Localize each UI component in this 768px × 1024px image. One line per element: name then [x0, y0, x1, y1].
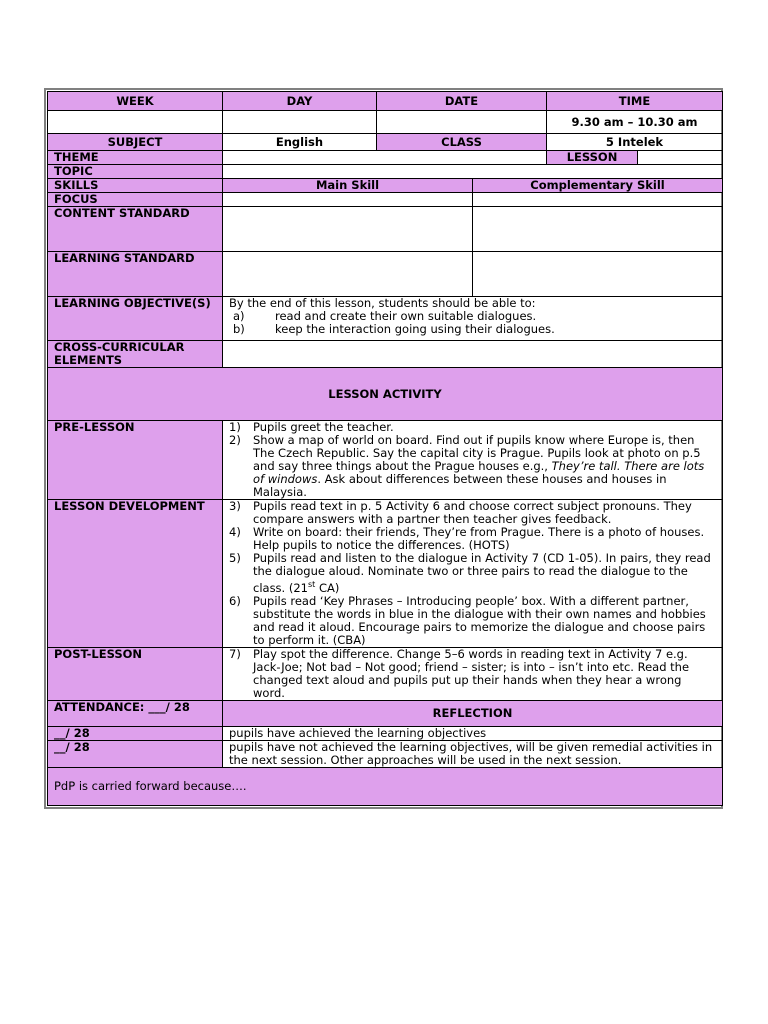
activity-number: 7) [229, 646, 241, 661]
focus-main-value[interactable] [223, 193, 473, 207]
focus-label: FOCUS [48, 193, 223, 207]
subject-value: English [223, 134, 377, 151]
not-achieved-text: pupils have not achieved the learning objectives, will be given remedial activities in the next session. Other approaches will be used in the next session. [223, 740, 723, 767]
topic-label: TOPIC [48, 165, 223, 179]
complementary-skill-header: Complementary Skill [473, 179, 723, 193]
week-value[interactable] [48, 111, 223, 134]
topic-value[interactable] [223, 165, 723, 179]
activity-number: 5) [229, 551, 241, 565]
activity-text: Write on board: their friends, They’re from Prague. There is a photo of houses. Help pupils to notice the differences. (HOTS) [253, 525, 705, 552]
achieved-text: pupils have achieved the learning objectives [223, 726, 723, 740]
activity-item [229, 434, 716, 499]
learning-standard-complementary[interactable] [473, 252, 723, 297]
time-header: TIME [547, 92, 723, 111]
objectives-intro: By the end of this lesson, students should be able to: [229, 296, 536, 310]
pdp-note: PdP is carried forward because…. [48, 767, 723, 805]
activity-number: 6) [229, 593, 241, 608]
activity-text: Play spot the difference. Change 5–6 words in reading text in Activity 7 e.g. Jack-Joe; Not bad – Not good; friend – sister; is into – isn’t into etc. Read the changed text aloud and pupils put up their hands when they hear a wrong word. [253, 646, 690, 700]
lesson-development-list [229, 500, 716, 647]
subject-label: SUBJECT [48, 134, 223, 151]
class-value: 5 Intelek [547, 134, 723, 151]
day-header: DAY [223, 92, 377, 111]
theme-value[interactable] [223, 151, 547, 165]
activity-text: Show a map of world on board. Find out if pupils know where Europe is, then The Czech Republic. Say the capital city is Prague. Pupils look at photo on p.5 and say three things about the Prague houses e.g., [253, 433, 701, 473]
theme-label: THEME [48, 151, 223, 165]
lesson-value[interactable] [638, 151, 723, 165]
content-standard-label: CONTENT STANDARD [48, 207, 223, 252]
not-achieved-count: __/ 28 [48, 740, 223, 767]
date-header: DATE [377, 92, 547, 111]
lesson-activity-banner: LESSON ACTIVITY [48, 368, 723, 421]
lesson-development-label: LESSON DEVELOPMENT [48, 500, 223, 648]
date-value[interactable] [377, 111, 547, 134]
time-value: 9.30 am – 10.30 am [547, 111, 723, 134]
reflection-header: REFLECTION [223, 700, 723, 726]
activity-text-tail: . Ask about differences between these houses and houses in Malaysia. [253, 472, 667, 499]
activity-text: Pupils read ‘Key Phrases – Introducing people’ box. With a different partner, substitute the words in blue in the dialogue with their own names and hobbies and read it aloud. Encourage pairs to memorize the dialogue and choose pairs to perform it. (CBA) [253, 593, 706, 647]
attendance-label: ATTENDANCE: ___/ 28 [48, 700, 223, 726]
lesson-plan-table [47, 91, 723, 806]
activity-item [229, 552, 716, 595]
skills-label: SKILLS [48, 179, 223, 193]
main-skill-header: Main Skill [223, 179, 473, 193]
activity-number: 1) [229, 420, 241, 434]
lesson-label: LESSON [547, 151, 638, 165]
pre-lesson-list [229, 421, 716, 499]
activity-number: 4) [229, 525, 241, 539]
activity-example-italic: They’re tall. There are lots of windows [253, 459, 705, 486]
cross-curricular-value[interactable] [223, 341, 723, 368]
objective-marker: a) [233, 309, 245, 323]
class-label: CLASS [377, 134, 547, 151]
learning-objectives-cell [223, 297, 723, 341]
superscript: st [307, 580, 316, 589]
day-value[interactable] [223, 111, 377, 134]
post-lesson-label: POST-LESSON [48, 647, 223, 700]
objective-item [229, 323, 716, 336]
objectives-list [229, 310, 716, 336]
activity-text: Pupils read text in p. 5 Activity 6 and choose correct subject pronouns. They compare answers with a partner then teacher gives feedback. [253, 499, 692, 526]
activity-text-tail: CA) [315, 580, 340, 595]
learning-objectives-label: LEARNING OBJECTIVE(S) [48, 297, 223, 341]
post-lesson-cell [223, 647, 723, 700]
lesson-development-cell [223, 500, 723, 648]
focus-complementary-value[interactable] [473, 193, 723, 207]
learning-standard-main[interactable] [223, 252, 473, 297]
objective-text: keep the interaction going using their dialogues. [275, 322, 555, 336]
lesson-plan-frame [44, 88, 723, 809]
objective-text: read and create their own suitable dialogues. [275, 309, 537, 323]
content-standard-main[interactable] [223, 207, 473, 252]
achieved-count: __/ 28 [48, 726, 223, 740]
activity-text: Pupils read and listen to the dialogue in Activity 7 (CD 1-05). In pairs, they read the dialogue aloud. Nominate two or three pairs to read the dialogue to the class. (21 [253, 551, 711, 595]
activity-number: 2) [229, 433, 241, 447]
objective-marker: b) [233, 322, 245, 336]
activity-item [229, 526, 716, 552]
pre-lesson-cell [223, 421, 723, 500]
activity-item [229, 595, 716, 647]
post-lesson-list [229, 648, 716, 700]
week-header: WEEK [48, 92, 223, 111]
activity-item [229, 648, 716, 700]
cross-curricular-label: CROSS-CURRICULAR ELEMENTS [48, 341, 223, 368]
content-standard-complementary[interactable] [473, 207, 723, 252]
activity-number: 3) [229, 499, 241, 513]
activity-item [229, 500, 716, 526]
pre-lesson-label: PRE-LESSON [48, 421, 223, 500]
learning-standard-label: LEARNING STANDARD [48, 252, 223, 297]
activity-text: Pupils greet the teacher. [253, 420, 394, 434]
